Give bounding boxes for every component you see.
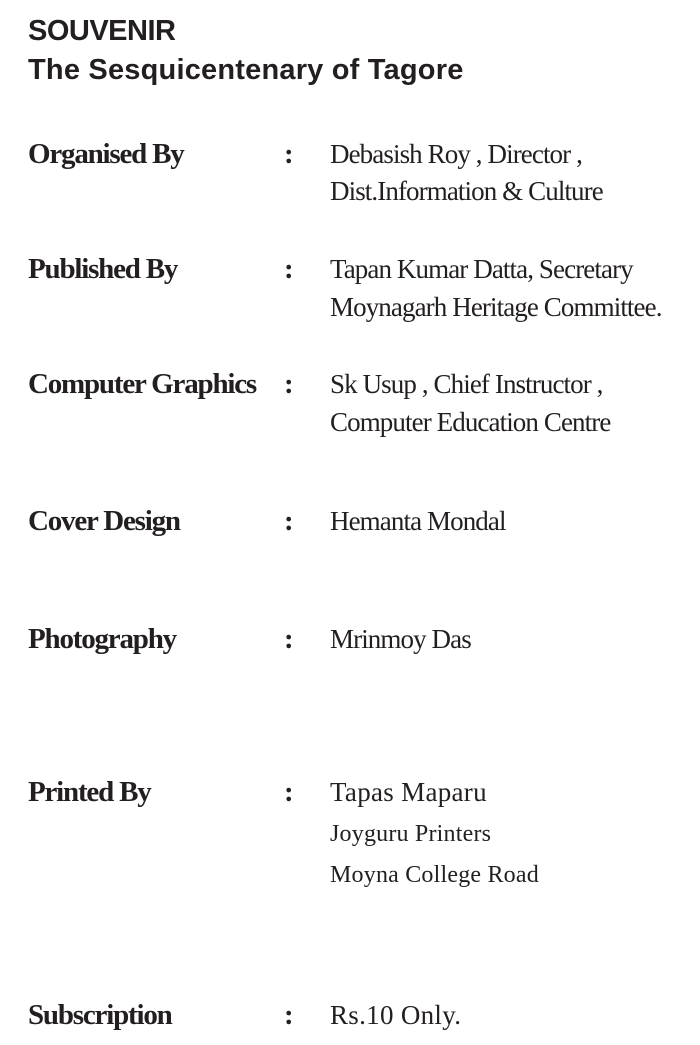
printed-by-value-line3: Moyna College Road — [330, 862, 539, 888]
printed-by-label: Printed By — [28, 776, 151, 808]
published-by-value-line1: Tapan Kumar Datta, Secretary — [330, 254, 633, 284]
published-by-label: Published By — [28, 253, 178, 285]
printed-by-value-line1: Tapas Maparu — [330, 777, 487, 807]
organised-by-value-line2: Dist.Information & Culture — [330, 176, 603, 206]
computer-graphics-value-line2: Computer Education Centre — [330, 407, 611, 437]
souvenir-subtitle: The Sesquicentenary of Tagore — [28, 54, 464, 86]
photography-colon: : — [284, 623, 294, 655]
subscription-colon: : — [284, 999, 294, 1031]
organised-by-label: Organised By — [28, 138, 184, 170]
computer-graphics-colon: : — [284, 368, 294, 400]
photography-label: Photography — [28, 623, 176, 655]
organised-by-value-line1: Debasish Roy , Director , — [330, 139, 582, 169]
subscription-value: Rs.10 Only. — [330, 1000, 462, 1030]
computer-graphics-label: Computer Graphics — [28, 368, 256, 400]
photography-value: Mrinmoy Das — [330, 624, 471, 654]
cover-design-colon: : — [284, 505, 294, 537]
published-by-colon: : — [284, 253, 294, 285]
published-by-value-line2: Moynagarh Heritage Committee. — [330, 292, 662, 322]
cover-design-value: Hemanta Mondal — [330, 506, 506, 536]
souvenir-heading: SOUVENIR — [28, 15, 176, 47]
printed-by-colon: : — [284, 776, 294, 808]
subscription-label: Subscription — [28, 999, 172, 1031]
organised-by-colon: : — [284, 138, 294, 170]
printed-by-value-line2: Joyguru Printers — [330, 821, 492, 847]
cover-design-label: Cover Design — [28, 505, 180, 537]
computer-graphics-value-line1: Sk Usup , Chief Instructor , — [330, 369, 603, 399]
